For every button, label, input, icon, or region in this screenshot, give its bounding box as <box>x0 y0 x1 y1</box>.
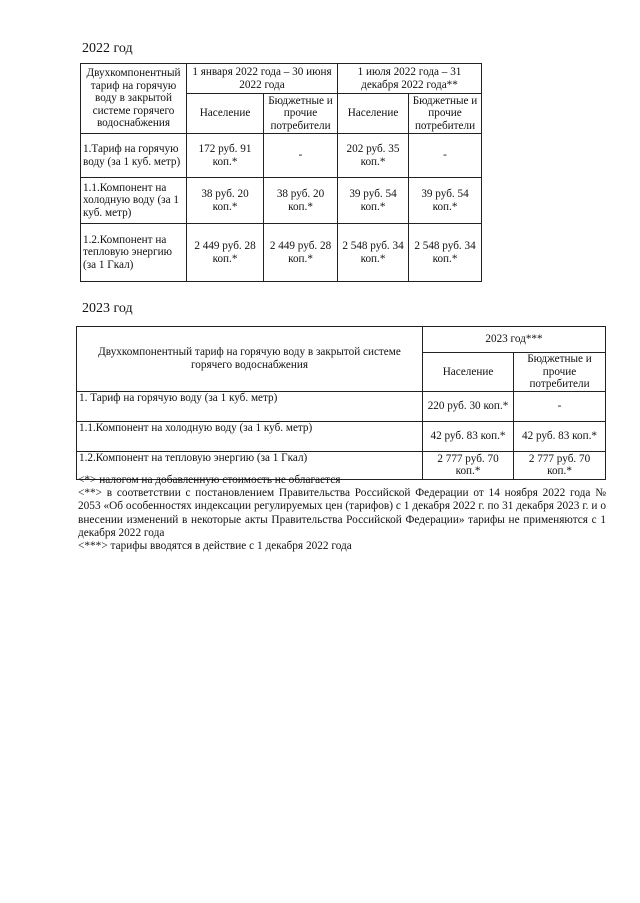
section-2022-heading: 2022 год <box>82 41 133 56</box>
row-label: 1.1.Компонент на холодную воду (за 1 куб. метр) <box>77 421 423 451</box>
table-2023-population-header: Население <box>423 353 514 392</box>
table-2022-period2-header: 1 июля 2022 года – 31 декабря 2022 года** <box>338 64 482 94</box>
row-label: 1. Тариф на горячую воду (за 1 куб. метр) <box>77 391 423 421</box>
cell-value: 2 777 руб. 70 коп.* <box>423 451 514 479</box>
table-2023-budget-header: Бюджетные и прочие потребители <box>514 353 606 392</box>
table-row <box>77 421 606 451</box>
table-2022-period1-header: 1 января 2022 года – 30 июня 2022 года <box>187 64 338 94</box>
footnote-effective-date: <***> тарифы вводятся в действие с 1 декабря 2022 года <box>78 540 352 553</box>
cell-value: 38 руб. 20 коп.* <box>187 178 264 224</box>
cell-value: 2 449 руб. 28 коп.* <box>187 224 264 282</box>
footnotes <box>78 474 606 553</box>
footnote-vat: <*> налогом на добавленную стоимость не облагается <box>78 474 341 486</box>
footnote-government-decree: <**> в соответствии с постановлением Правительства Российской Федерации от 14 ноября 2022 года № 2053 «Об особенностях индексации регулируемых цен (тарифов) с 1 декабря 2022 г. по 31 декабря 2023 г. и о внесении изменений в некоторые акты Правительства Российской Федерации» тарифы не применяются с 1 декабря 2022 года <box>78 487 606 539</box>
cell-value: 220 руб. 30 коп.* <box>423 391 514 421</box>
cell-value: 2 548 руб. 34 коп.* <box>338 224 409 282</box>
row-label: 1.2.Компонент на тепловую энергию (за 1 Гкал) <box>77 451 423 479</box>
table-row <box>77 391 606 421</box>
table-2023-period-header: 2023 год*** <box>423 327 606 353</box>
table-row <box>81 178 482 224</box>
row-label: 1.2.Компонент на тепловую энергию (за 1 Гкал) <box>81 224 187 282</box>
cell-value: 2 449 руб. 28 коп.* <box>264 224 338 282</box>
cell-value: - <box>264 134 338 178</box>
cell-value: 2 548 руб. 34 коп.* <box>409 224 482 282</box>
table-row <box>81 134 482 178</box>
cell-value: 42 руб. 83 коп.* <box>423 421 514 451</box>
table-2022-p2-budget-header: Бюджетные и прочие потребители <box>409 94 482 134</box>
cell-value: - <box>409 134 482 178</box>
row-label: 1.1.Компонент на холодную воду (за 1 куб. метр) <box>81 178 187 224</box>
section-2023-heading: 2023 год <box>82 301 133 316</box>
cell-value: 202 руб. 35 коп.* <box>338 134 409 178</box>
cell-value: 39 руб. 54 коп.* <box>338 178 409 224</box>
table-2022-p1-population-header: Население <box>187 94 264 134</box>
table-2023-corner-header: Двухкомпонентный тариф на горячую воду в закрытой системе горячего водоснабжения <box>77 327 423 392</box>
tariff-table-2023 <box>76 326 606 480</box>
table-row <box>81 224 482 282</box>
tariff-table-2022 <box>80 63 482 282</box>
table-2022-corner-header: Двухкомпонентный тариф на горячую воду в закрытой системе горячего водоснабжения <box>81 64 187 134</box>
cell-value: 172 руб. 91 коп.* <box>187 134 264 178</box>
cell-value: 39 руб. 54 коп.* <box>409 178 482 224</box>
cell-value: - <box>514 391 606 421</box>
table-2022-p1-budget-header: Бюджетные и прочие потребители <box>264 94 338 134</box>
cell-value: 38 руб. 20 коп.* <box>264 178 338 224</box>
cell-value: 2 777 руб. 70 коп.* <box>514 451 606 479</box>
table-2022-p2-population-header: Население <box>338 94 409 134</box>
row-label: 1.Тариф на горячую воду (за 1 куб. метр) <box>81 134 187 178</box>
cell-value: 42 руб. 83 коп.* <box>514 421 606 451</box>
